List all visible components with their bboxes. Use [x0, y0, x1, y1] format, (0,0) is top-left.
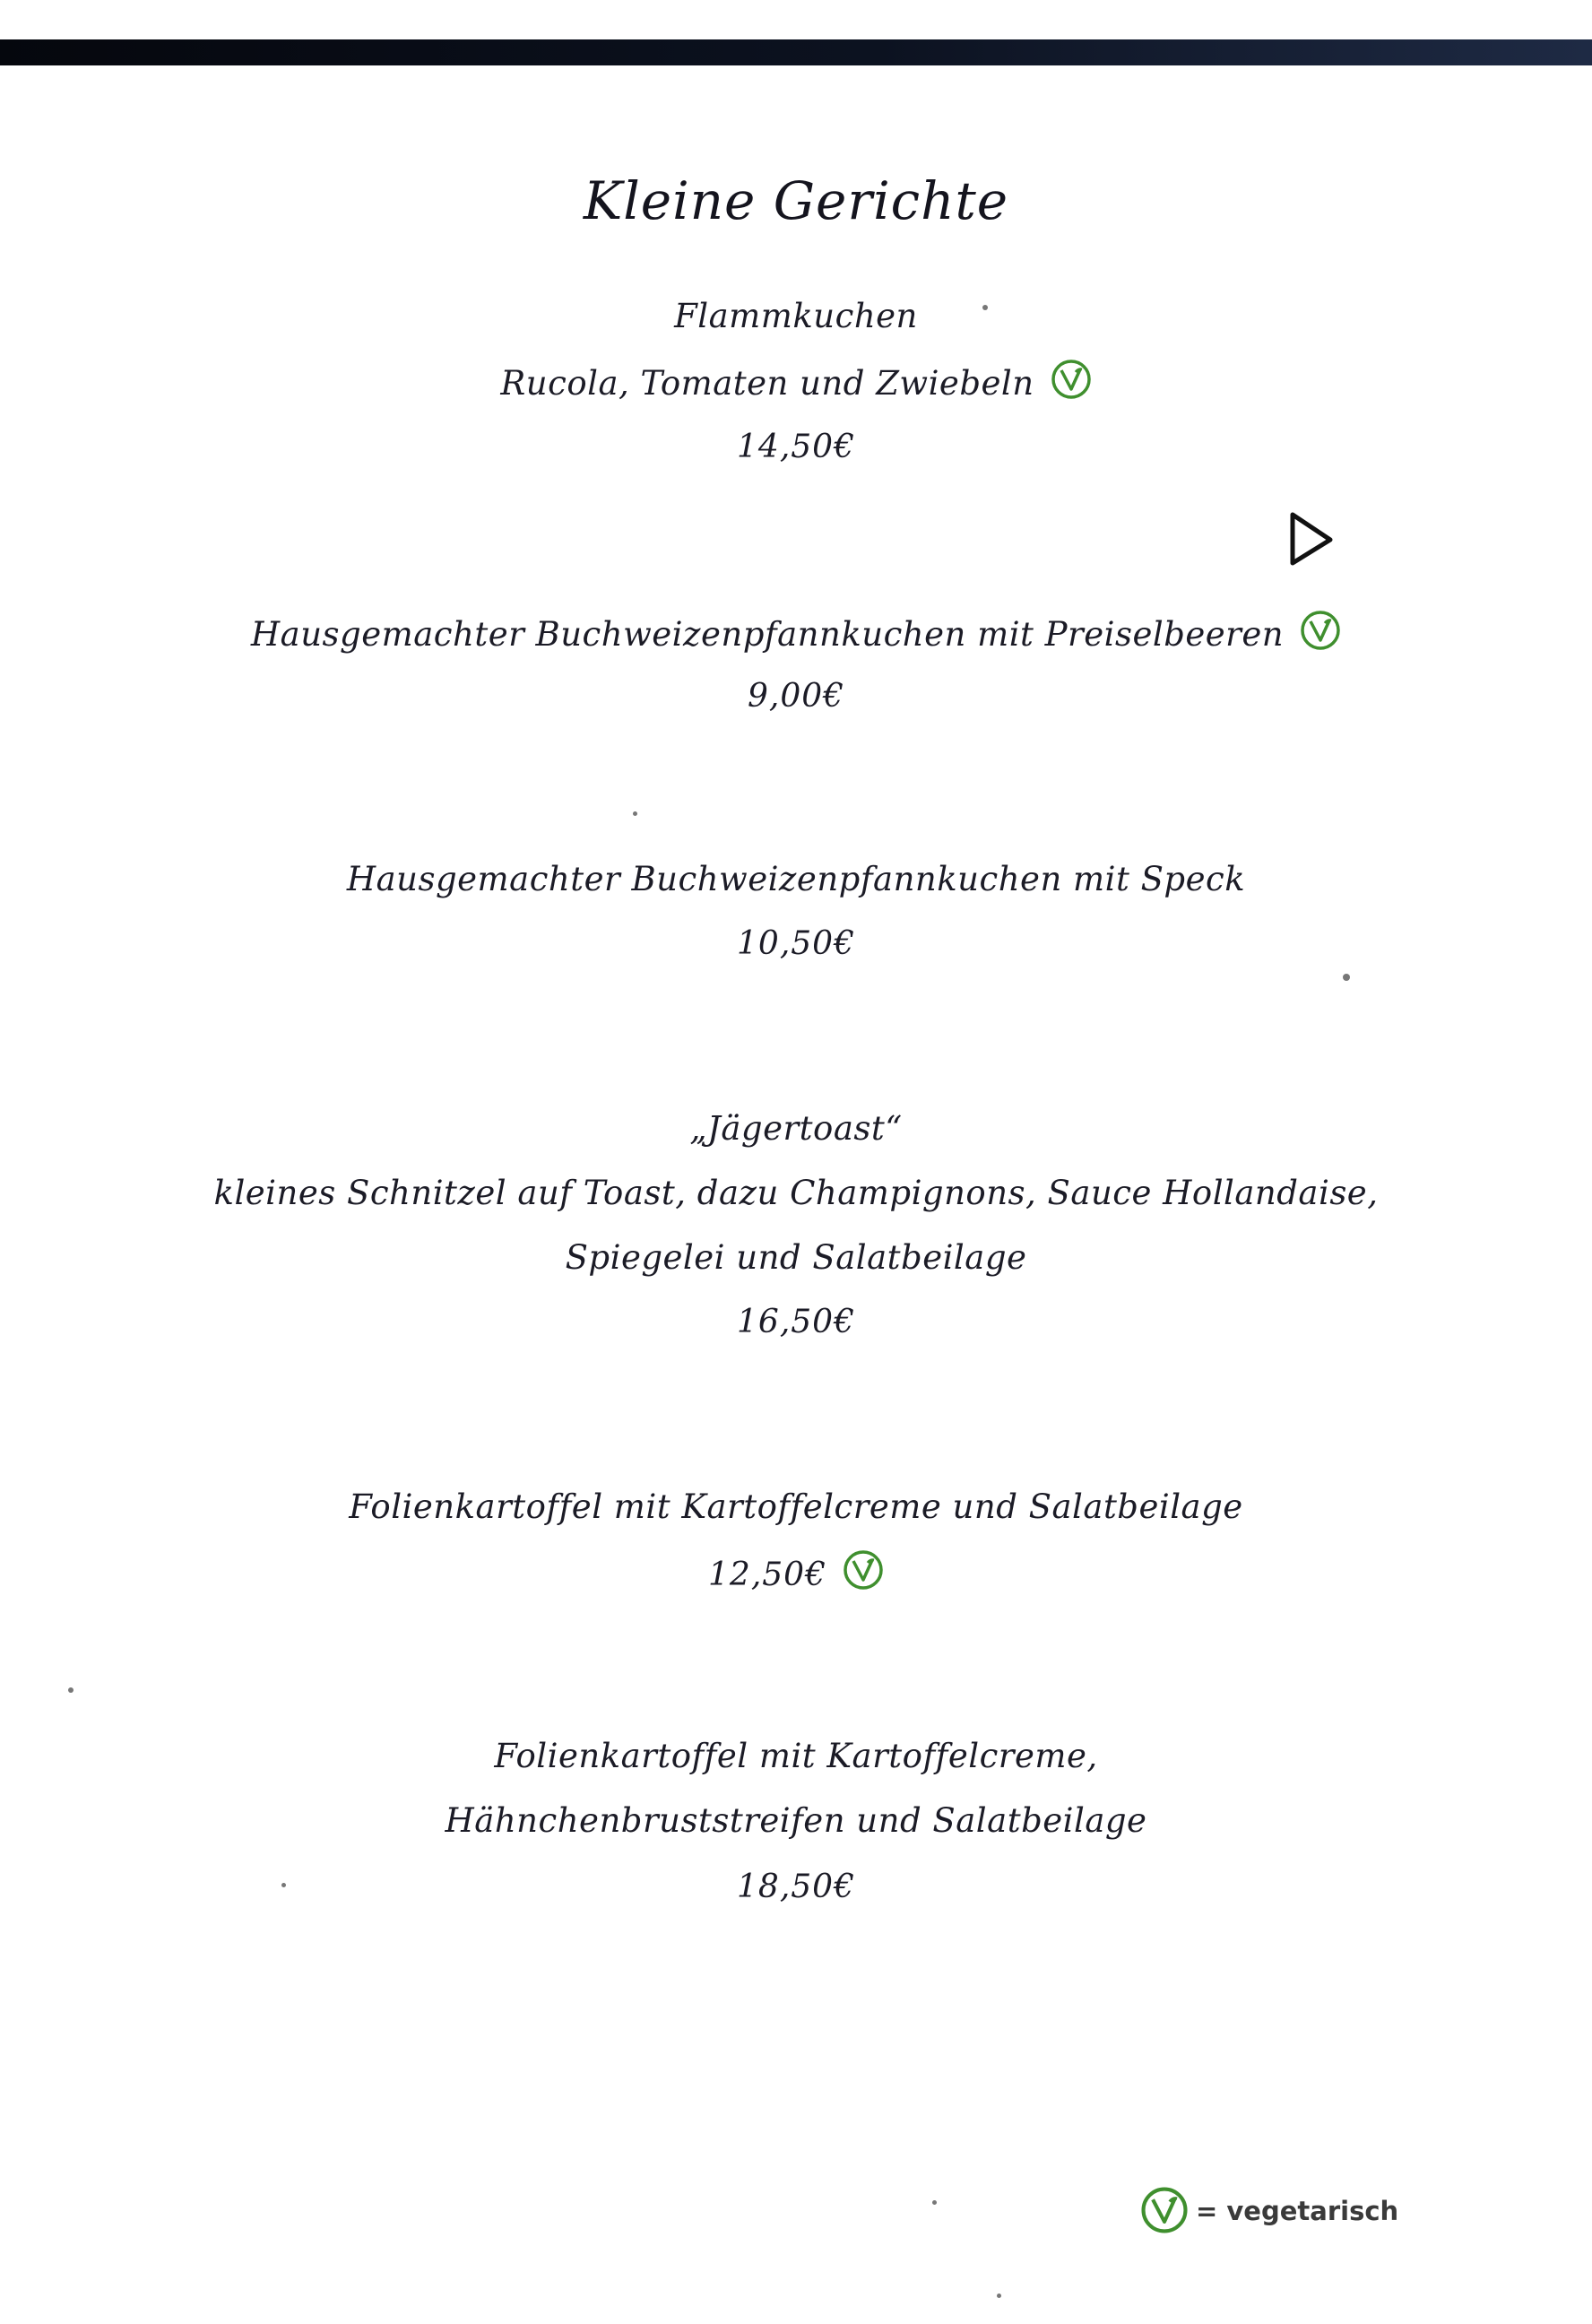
scan-speck	[281, 1883, 286, 1887]
item-5-name: Folienkartoffel mit Kartoffelcreme und Salatbeilage	[349, 1487, 1243, 1526]
page-title: Kleine Gerichte	[583, 170, 1009, 231]
scan-speck	[932, 2200, 937, 2205]
item-2-name: Hausgemachter Buchweizenpfannkuchen mit Preiselbeeren	[0, 610, 1592, 657]
scan-speck	[633, 811, 637, 816]
item-6-description: Hähnchenbruststreifen und Salatbeilage	[445, 1801, 1147, 1840]
legend-text: = vegetarisch	[1196, 2196, 1399, 2226]
item-3-price: 10,50€	[737, 925, 855, 962]
vegetarian-v-icon	[1051, 359, 1092, 400]
scan-speck	[68, 1687, 74, 1693]
item-4-description-line-1: kleines Schnitzel auf Toast, dazu Champignons, Sauce Hollandaise,	[213, 1174, 1379, 1212]
vegetarian-v-icon	[1300, 610, 1341, 651]
item-1-name: Flammkuchen	[674, 297, 918, 335]
vegetarian-v-icon	[843, 1549, 884, 1591]
item-5-price: 12,50€	[0, 1549, 1592, 1598]
scan-speck	[997, 2294, 1001, 2298]
item-4-price: 16,50€	[737, 1304, 855, 1340]
item-6-name: Folienkartoffel mit Kartoffelcreme,	[494, 1737, 1098, 1775]
scan-speck	[1343, 974, 1350, 981]
item-2-price: 9,00€	[747, 678, 845, 715]
item-6-price: 18,50€	[737, 1869, 855, 1905]
cursor-icon	[1287, 511, 1337, 568]
item-1-price: 14,50€	[737, 429, 855, 465]
top-bar	[0, 39, 1592, 65]
item-1-description: Rucola, Tomaten und Zwiebeln	[0, 359, 1592, 406]
vegetarian-v-icon	[1140, 2186, 1189, 2234]
vegetarian-legend	[1140, 2186, 1398, 2234]
item-4-description-line-2: Spiegelei und Salatbeilage	[565, 1238, 1027, 1277]
item-3-name: Hausgemachter Buchweizenpfannkuchen mit Speck	[346, 860, 1246, 898]
item-4-name: „Jägertoast“	[689, 1109, 903, 1148]
scan-speck	[982, 305, 988, 310]
